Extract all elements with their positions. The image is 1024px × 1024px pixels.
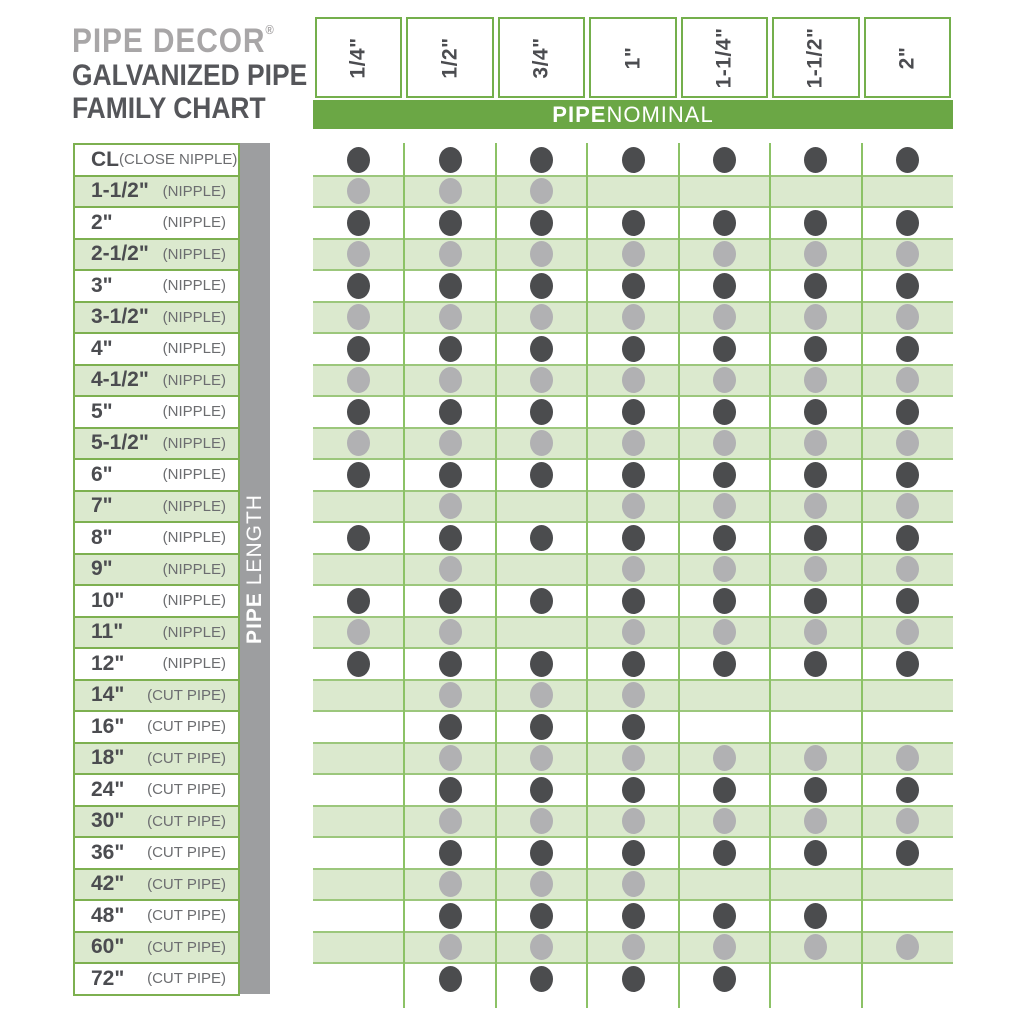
availability-dot [347,273,370,299]
pipe-length-label: PIPE LENGTH [243,493,266,644]
col-header-3 [498,17,585,98]
availability-dot [713,777,736,803]
row-label-value: 8" [91,525,113,549]
availability-dot [804,651,827,677]
availability-dot [622,367,645,393]
availability-dot [713,745,736,771]
row-label-value: 30" [91,809,125,833]
row-label-type: (CUT PIPE) [147,938,226,956]
availability-dot [530,840,553,866]
row-label [73,553,240,587]
availability-dot [530,777,553,803]
availability-dot [622,714,645,740]
row-label-type: (CLOSE NIPPLE) [119,151,238,169]
column-divider [769,143,771,1008]
brand-name: PIPE DECOR [72,22,266,60]
availability-dot [439,556,462,582]
row-label-type: (NIPPLE) [162,403,226,421]
availability-dot [713,966,736,992]
row-label [73,175,240,209]
availability-dot [622,808,645,834]
row-label-value: 3" [91,273,113,297]
row-label-type: (CUT PIPE) [147,686,226,704]
row-label-type: (NIPPLE) [162,245,226,263]
availability-dot [896,367,919,393]
pipe-length-band [240,143,270,994]
row-label-value: 36" [91,840,125,864]
row-label [73,836,240,870]
row-label-type: (CUT PIPE) [147,844,226,862]
brand-block [72,12,339,125]
availability-dot [347,651,370,677]
row-label-value: 48" [91,903,125,927]
availability-dot [530,399,553,425]
availability-dot [530,903,553,929]
availability-dot [896,525,919,551]
row-label-type: (CUT PIPE) [147,781,226,799]
row-label-type: (CUT PIPE) [147,970,226,988]
availability-dot [439,903,462,929]
availability-dot [713,651,736,677]
row-label-value: 72" [91,966,125,990]
availability-dot [713,399,736,425]
availability-dot [896,619,919,645]
availability-dot [439,619,462,645]
availability-dot [530,210,553,236]
availability-dot [896,808,919,834]
row-label [73,395,240,429]
availability-dot [713,241,736,267]
availability-dot [713,840,736,866]
availability-dot [530,651,553,677]
row-label-value: 4" [91,336,113,360]
row-label-value: 10" [91,588,125,612]
availability-dot [439,777,462,803]
row-label-value: 24" [91,777,125,801]
availability-dot [713,525,736,551]
availability-dot [713,430,736,456]
row-label [73,868,240,902]
availability-dot [713,556,736,582]
row-label-type: (NIPPLE) [162,529,226,547]
availability-dot [622,871,645,897]
registered-mark: ® [265,22,274,37]
availability-dot [530,966,553,992]
col-header-label: 1-1/2" [803,27,827,88]
availability-dot [622,619,645,645]
row-label-type: (CUT PIPE) [147,749,226,767]
availability-dot [804,525,827,551]
availability-dot [713,808,736,834]
row-label [73,616,240,650]
row-label-type: (CUT PIPE) [147,718,226,736]
availability-dot [439,588,462,614]
availability-dot [622,903,645,929]
availability-dot [622,147,645,173]
row-label-value: 3-1/2" [91,305,149,329]
row-label-value: 14" [91,683,125,707]
row-label [73,364,240,398]
row-label-value: 11" [91,620,124,644]
row-label [73,773,240,807]
availability-dot [439,336,462,362]
availability-dot [439,840,462,866]
availability-dot [896,147,919,173]
availability-dot [530,588,553,614]
row-label-type: (NIPPLE) [162,560,226,578]
availability-dot [896,210,919,236]
availability-dot [804,336,827,362]
availability-dot [896,651,919,677]
row-label-value: 9" [91,557,113,581]
availability-dot [622,745,645,771]
row-label [73,710,240,744]
availability-dot [347,336,370,362]
row-label-type: (NIPPLE) [162,655,226,673]
col-header-4 [589,17,676,98]
availability-dot [439,210,462,236]
page-title-line2: FAMILY CHART [72,92,266,125]
availability-dot [439,808,462,834]
row-label [73,899,240,933]
row-label-type: (NIPPLE) [162,182,226,200]
availability-dot [622,336,645,362]
availability-dot [439,147,462,173]
row-label [73,742,240,776]
availability-dot [896,588,919,614]
availability-dot [439,682,462,708]
row-label-type: (NIPPLE) [162,277,226,295]
availability-dot [713,462,736,488]
availability-dot [439,651,462,677]
availability-dot [896,399,919,425]
row-label-type: (NIPPLE) [162,592,226,610]
availability-dot [530,147,553,173]
availability-dot [622,588,645,614]
row-label [73,332,240,366]
availability-dot [896,745,919,771]
row-label [73,521,240,555]
row-label-type: (CUT PIPE) [147,907,226,925]
row-label-value: 7" [91,494,113,518]
column-divider [495,143,497,1008]
availability-dot [804,462,827,488]
row-label-value: 6" [91,462,113,486]
col-header-label: 1" [620,46,644,69]
availability-dot [713,934,736,960]
availability-dot [439,462,462,488]
availability-dot [804,210,827,236]
availability-dot [622,525,645,551]
row-label-value: 1-1/2" [91,179,149,203]
row-label-value: 2-1/2" [91,242,149,266]
row-label-type: (NIPPLE) [162,466,226,484]
row-label-value: CL [91,147,119,171]
row-label [73,301,240,335]
availability-dot [622,966,645,992]
availability-dot [347,588,370,614]
availability-dot [530,273,553,299]
availability-dot [439,430,462,456]
availability-dot [713,147,736,173]
col-header-6 [772,17,859,98]
page-title-line1: GALVANIZED PIPE [72,59,308,92]
availability-dot [622,777,645,803]
row-label-type: (NIPPLE) [162,497,226,515]
availability-dot [439,304,462,330]
col-header-7 [864,17,951,98]
row-label [73,427,240,461]
col-header-5 [681,17,768,98]
availability-dot [896,241,919,267]
row-label [73,458,240,492]
row-label [73,679,240,713]
availability-dot [896,430,919,456]
pipe-nominal-label-rest: NOMINAL [606,101,714,127]
availability-dot [896,304,919,330]
row-label-value: 16" [91,714,125,738]
availability-dot [439,934,462,960]
pipe-nominal-band [313,100,953,129]
row-label-value: 5-1/2" [91,431,149,455]
availability-dot [530,462,553,488]
availability-dot [896,462,919,488]
row-label-type: (NIPPLE) [162,214,226,232]
availability-dot [622,210,645,236]
availability-dot [804,588,827,614]
availability-dot [439,493,462,519]
availability-dot [804,147,827,173]
availability-dot [530,336,553,362]
availability-dot [804,903,827,929]
availability-dot [896,493,919,519]
availability-dot [804,399,827,425]
availability-dot [439,714,462,740]
availability-dot [439,525,462,551]
col-header-label: 1/2" [438,36,462,79]
row-label [73,584,240,618]
availability-dot [713,367,736,393]
row-label-value: 12" [91,651,125,675]
row-label-value: 4-1/2" [91,368,149,392]
availability-dot [622,399,645,425]
availability-dot [622,241,645,267]
row-label-value: 2" [91,210,113,234]
row-label [73,206,240,240]
row-label [73,647,240,681]
availability-dot [347,399,370,425]
availability-dot [713,619,736,645]
availability-dot [896,273,919,299]
availability-dot [896,840,919,866]
row-label [73,269,240,303]
availability-dot [713,336,736,362]
row-label-value: 5" [91,399,113,423]
availability-dot [622,273,645,299]
availability-dot [622,556,645,582]
row-label [73,805,240,839]
availability-dot [896,556,919,582]
row-label-type: (CUT PIPE) [147,812,226,830]
availability-dot [439,241,462,267]
row-label [73,143,240,177]
availability-dot [804,840,827,866]
row-label-type: (NIPPLE) [162,371,226,389]
col-header-label: 2" [895,46,919,69]
col-header-label: 1/4" [346,36,370,79]
availability-dot [530,525,553,551]
availability-dot [622,430,645,456]
availability-dot [439,178,462,204]
availability-dot [804,777,827,803]
availability-dot [713,588,736,614]
availability-dot [896,777,919,803]
availability-dot [347,210,370,236]
availability-dot [622,840,645,866]
availability-dot [713,903,736,929]
row-label [73,490,240,524]
availability-dot [439,871,462,897]
availability-dot [622,493,645,519]
row-band [313,175,953,209]
row-label-value: 42" [91,872,125,896]
availability-dot [622,462,645,488]
pipe-nominal-label-bold: PIPE [552,101,607,127]
row-label [73,962,240,996]
availability-dot [713,210,736,236]
row-label-type: (NIPPLE) [162,308,226,326]
availability-dot [713,493,736,519]
row-label-type: (CUT PIPE) [147,875,226,893]
availability-dot [622,651,645,677]
row-label [73,931,240,965]
col-header-2 [406,17,493,98]
row-label-type: (NIPPLE) [162,340,226,358]
row-label-value: 18" [91,746,125,770]
col-header-label: 1-1/4" [712,27,736,88]
column-divider [403,143,405,1008]
availability-dot [439,966,462,992]
row-label-type: (NIPPLE) [162,434,226,452]
col-header-label: 3/4" [529,36,553,79]
row-label-value: 60" [91,935,125,959]
availability-dot [439,399,462,425]
column-divider [678,143,680,1008]
availability-dot [439,273,462,299]
availability-dot [439,367,462,393]
row-label [73,238,240,272]
column-divider [586,143,588,1008]
brand-logo [72,12,307,59]
availability-dot [622,934,645,960]
availability-dot [622,304,645,330]
col-header-1 [315,17,402,98]
availability-dot [713,273,736,299]
availability-dot [896,336,919,362]
availability-dot [804,273,827,299]
row-label-type: (NIPPLE) [162,623,226,641]
column-divider [861,143,863,1008]
availability-dot [347,147,370,173]
availability-dot [530,714,553,740]
availability-dot [713,304,736,330]
availability-dot [896,934,919,960]
availability-dot [347,462,370,488]
availability-dot [347,525,370,551]
availability-dot [622,682,645,708]
availability-dot [439,745,462,771]
